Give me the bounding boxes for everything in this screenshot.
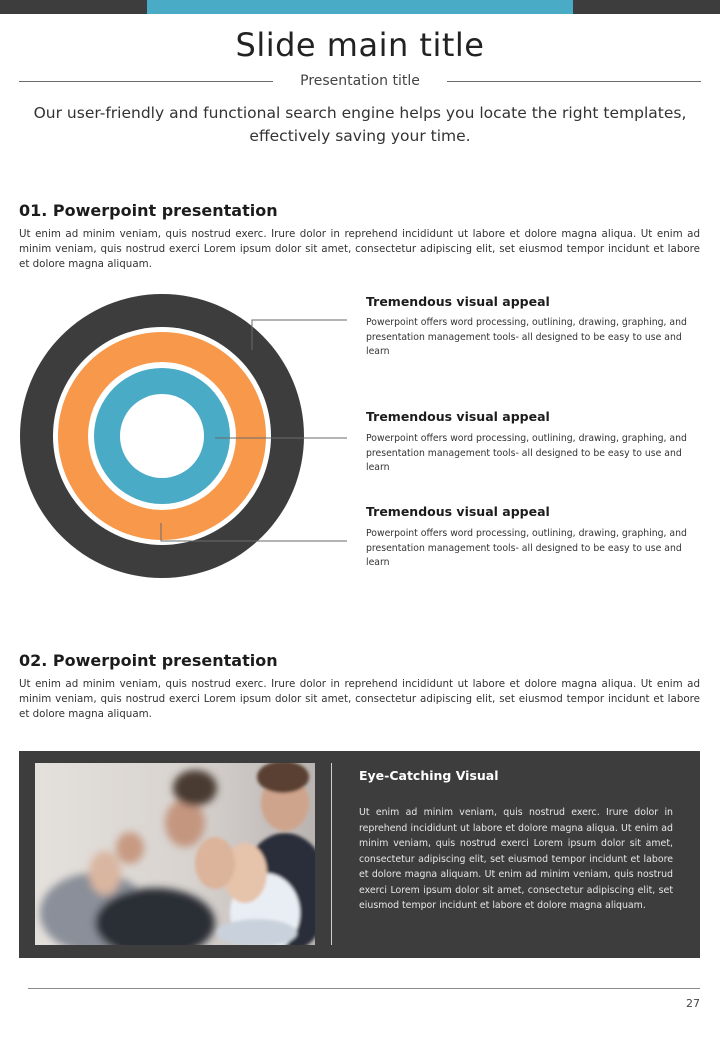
- title-divider-left: [19, 81, 273, 82]
- top-accent-bar-left: [0, 0, 147, 14]
- top-accent-bar-center: [147, 0, 573, 14]
- top-accent-bar-right: [573, 0, 720, 14]
- callout-3-title: Tremendous visual appeal: [366, 504, 550, 519]
- callout-2-body: Powerpoint offers word processing, outlining, drawing, graphing, and presentation management tools- all designed to be easy to use and learn: [366, 433, 687, 473]
- section-2-heading: 02. Powerpoint presentation: [19, 651, 278, 670]
- callout-1-title: Tremendous visual appeal: [366, 294, 550, 309]
- page-number: 27: [686, 997, 700, 1010]
- footer-divider: [28, 988, 700, 989]
- section-1-heading: 01. Powerpoint presentation: [19, 201, 278, 220]
- title-divider-right: [447, 81, 701, 82]
- slide-main-title: Slide main title: [235, 26, 485, 64]
- ring-center: [120, 394, 204, 478]
- section-2-body: Ut enim ad minim veniam, quis nostrud exerc. Irure dolor in reprehend incididunt ut labore et dolore magna aliqua. Ut enim ad minim veniam, quis nostrud exerci Lorem ipsum dolor sit amet, consectetur adipiscing elit, set eiusmod tempor incidunt et labore et dolore magna aliquam.: [19, 678, 700, 720]
- concentric-rings-diagram: [20, 294, 304, 578]
- presentation-title: Presentation title: [300, 73, 420, 89]
- callout-2-title: Tremendous visual appeal: [366, 409, 550, 424]
- section-1-body: Ut enim ad minim veniam, quis nostrud exerc. Irure dolor in reprehend incididunt ut labore et dolore magna aliqua. Ut enim ad minim veniam, quis nostrud exerci Lorem ipsum dolor sit amet, consectetur adipiscing elit, set eiusmod tempor incidunt et labore et dolore magna aliquam.: [19, 228, 700, 270]
- applause-photo: [35, 763, 315, 945]
- feature-heading: Eye-Catching Visual: [359, 768, 499, 783]
- intro-text: Our user-friendly and functional search engine helps you locate the right templates, effectively saving your time.: [33, 104, 687, 145]
- callout-3-body: Powerpoint offers word processing, outlining, drawing, graphing, and presentation management tools- all designed to be easy to use and learn: [366, 528, 687, 568]
- panel-divider: [331, 763, 332, 945]
- callout-1-body: Powerpoint offers word processing, outlining, drawing, graphing, and presentation management tools- all designed to be easy to use and learn: [366, 317, 687, 357]
- feature-body: Ut enim ad minim veniam, quis nostrud exerc. Irure dolor in reprehend incididunt ut labore et dolore magna aliqua. Ut enim ad minim veniam, quis nostrud exerci Lorem ipsum dolor sit amet, consectetur adipiscing elit, set eiusmod tempor incidunt et labore et dolore magna aliquam. Ut enim ad minim veniam, quis nostrud exerci Lorem ipsum dolor sit amet, consectetur adipiscing elit, set eiusmod tempor incidunt et labore et dolore magna aliquam.: [359, 807, 673, 911]
